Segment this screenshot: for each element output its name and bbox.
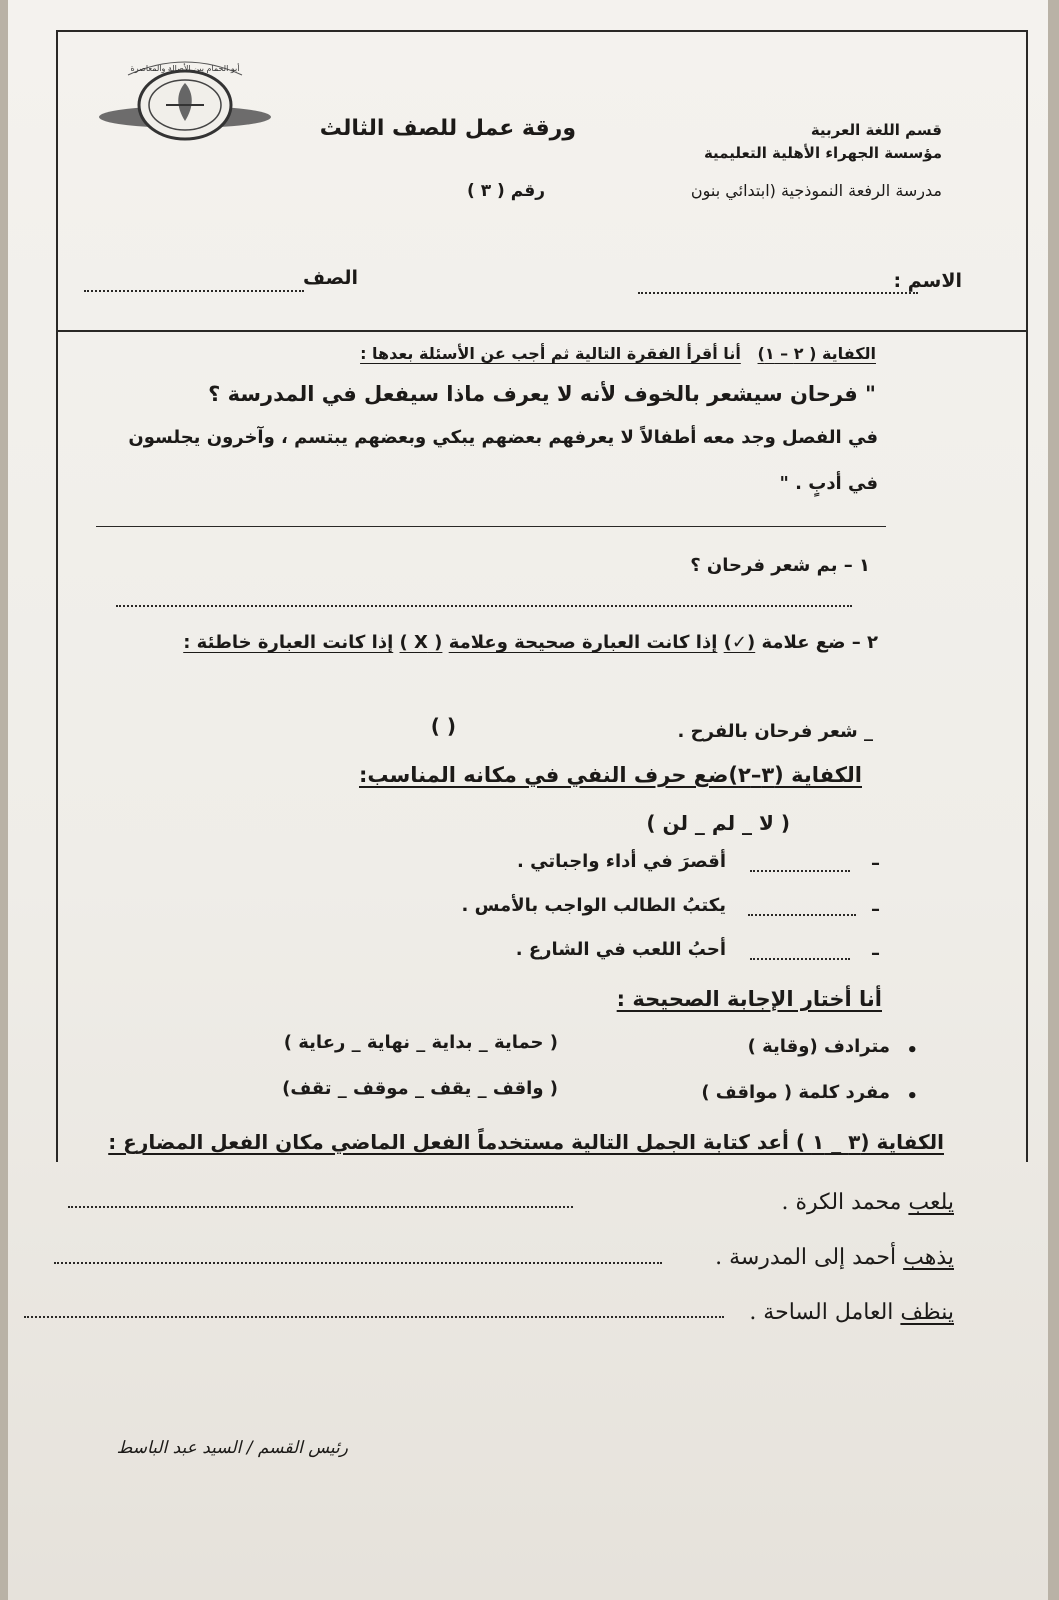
comp1-heading <box>360 344 876 363</box>
sentence-3-rest: العامل الساحة . <box>749 1300 901 1325</box>
singular-question: مفرد كلمة ( مواقف ) <box>701 1082 890 1103</box>
verb-2: يذهب <box>903 1245 954 1270</box>
answer-line-1[interactable] <box>116 605 852 607</box>
class-label: الصف <box>303 267 358 289</box>
worksheet-title: ورقة عمل للصف الثالث <box>319 116 576 141</box>
past-sentence-2 <box>715 1245 954 1270</box>
sentence-1-rest: محمد الكرة . <box>781 1190 909 1215</box>
verb-3: ينظف <box>900 1300 954 1325</box>
negation-options: ( لا _ لم _ لن ) <box>646 811 790 835</box>
blank-3[interactable] <box>750 958 850 960</box>
dash-1: – <box>871 853 880 874</box>
passage-line-3: في أدبٍ . " <box>779 473 878 494</box>
passage-underline <box>96 526 886 527</box>
q2-prefix: ٢ – ضع علامة <box>761 632 878 653</box>
school-seal-icon <box>96 55 274 145</box>
q2-middle: إذا كانت العبارة صحيحة وعلامة <box>448 632 718 653</box>
comp1-heading-label: الكفاية ( ٢ – ١) <box>757 344 876 363</box>
class-field[interactable] <box>84 290 304 292</box>
q2-x-mark: ( X ) <box>399 632 443 653</box>
synonym-options[interactable]: ( حماية _ بداية _ نهاية _ رعاية ) <box>283 1032 558 1053</box>
bullet-2: • <box>906 1086 918 1107</box>
negation-sentence-2: يكتبُ الطالب الواجب بالأمس . <box>461 895 726 916</box>
blank-1[interactable] <box>750 870 850 872</box>
choice-heading: أنا أختار الإجابة الصحيحة : <box>616 987 882 1011</box>
past-sentence-1 <box>782 1190 954 1215</box>
rewrite-line-2[interactable] <box>54 1262 662 1264</box>
passage-line-2: في الفصل وجد معه أطفالاً لا يعرفهم بعضهم يبكي وبعضهم يبتسم ، وآخرون يجلسون <box>128 427 878 448</box>
department-head-signature: رئيس القسم / السيد عبد الباسط <box>116 1438 348 1458</box>
q2-suffix: إذا كانت العبارة خاطئة : <box>183 632 394 653</box>
sentence-2-rest: أحمد إلى المدرسة . <box>715 1245 904 1270</box>
singular-options[interactable]: ( واقف _ يقف _ موقف _ تقف) <box>282 1078 558 1099</box>
comp3-heading: الكفاية (٣ _ ١ ) أعد كتابة الجمل التالية مستخدماً الفعل الماضي مكان الفعل المضارع : <box>108 1130 944 1154</box>
worksheet-page <box>8 0 1048 1600</box>
foundation-name: مؤسسة الجهراء الأهلية التعليمية <box>703 144 942 162</box>
verb-1: يلعب <box>908 1190 954 1215</box>
worksheet-number: رقم ( ٣ ) <box>467 181 545 201</box>
comp2-heading: الكفاية (٣–٢)ضع حرف النفي في مكانه المناسب: <box>359 763 862 787</box>
name-label: الاسم : <box>893 270 962 292</box>
q2-check-mark: (✓) <box>723 632 756 653</box>
header-divider <box>56 330 1026 332</box>
blank-2[interactable] <box>748 914 856 916</box>
dash-2: – <box>871 899 880 920</box>
question-2 <box>183 632 878 653</box>
comp1-instruction: أنا أقرأ الفقرة التالية ثم أجب عن الأسئلة بعدها : <box>360 344 741 363</box>
negation-sentence-3: أحبُ اللعب في الشارع . <box>515 939 726 960</box>
question-1: ١ – بم شعر فرحان ؟ <box>690 555 870 576</box>
name-field[interactable] <box>638 292 918 294</box>
svg-text:أبو الحمام بين الأصالة والمعاص: أبو الحمام بين الأصالة والمعاصرة <box>130 64 240 73</box>
bullet-1: • <box>906 1040 918 1061</box>
rewrite-line-1[interactable] <box>68 1206 573 1208</box>
rewrite-line-3[interactable] <box>24 1316 724 1318</box>
department-name: قسم اللغة العربية <box>810 121 942 139</box>
school-name: مدرسة الرفعة النموذجية (ابتدائي بنون <box>690 181 942 200</box>
statement-answer-box[interactable]: ( ) <box>430 714 456 738</box>
synonym-question: مترادف (وقاية ) <box>747 1036 890 1057</box>
passage-line-1: " فرحان سيشعر بالخوف لأنه لا يعرف ماذا سيفعل في المدرسة ؟ <box>208 382 876 406</box>
past-sentence-3 <box>749 1300 954 1325</box>
statement-1: _ شعر فرحان بالفرح . <box>677 721 873 742</box>
negation-sentence-1: أقصرَ في أداء واجباتي . <box>517 851 726 872</box>
dash-3: – <box>871 943 880 964</box>
